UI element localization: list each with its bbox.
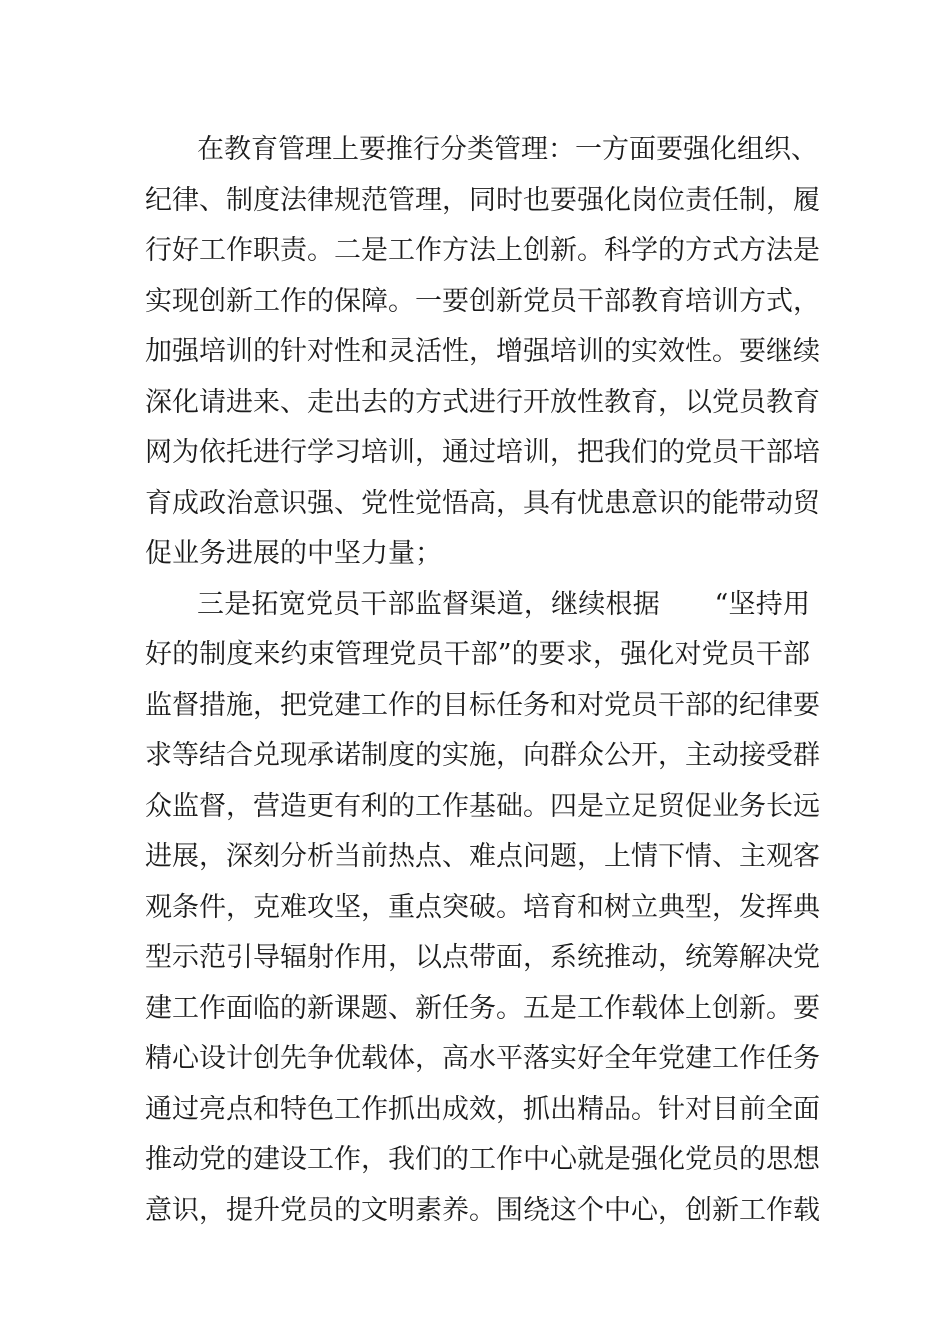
paragraph-line: 通过亮点和特色工作抓出成效，抓出精品。针对目前全面 bbox=[145, 1093, 820, 1125]
paragraph-line: 观条件，克难攻坚，重点突破。培育和树立典型，发挥典 bbox=[145, 891, 820, 923]
paragraph-line: 网为依托进行学习培训，通过培训，把我们的党员干部培 bbox=[145, 437, 820, 468]
paragraph-line: 监督措施，把党建工作的目标任务和对党员干部的纪律要 bbox=[145, 689, 820, 721]
paragraph-line: 实现创新工作的保障。一要创新党员干部教育培训方式， bbox=[145, 285, 820, 317]
paragraph-line: 行好工作职责。二是工作方法上创新。科学的方式方法是 bbox=[145, 235, 820, 266]
paragraph-line: 纪律、制度法律规范管理，同时也要强化岗位责任制，履 bbox=[145, 184, 820, 216]
paragraph-line: 众监督，营造更有利的工作基础。四是立足贸促业务长远 bbox=[145, 790, 820, 822]
paragraph-line: 推动党的建设工作，我们的工作中心就是强化党员的思想 bbox=[145, 1144, 820, 1175]
paragraph-line: 深化请进来、走出去的方式进行开放性教育，以党员教育 bbox=[145, 386, 820, 418]
paragraph-line: 促业务进展的中坚力量； bbox=[145, 538, 442, 569]
paragraph-line: 精心设计创先争优载体，高水平落实好全年党建工作任务 bbox=[145, 1043, 820, 1074]
paragraph-line: 求等结合兑现承诺制度的实施，向群众公开，主动接受群 bbox=[145, 740, 820, 771]
paragraph-line: 意识，提升党员的文明素养。围绕这个中心，创新工作载 bbox=[145, 1194, 820, 1226]
paragraph-line: 在教育管理上要推行分类管理：一方面要强化组织、 bbox=[197, 134, 818, 165]
paragraph-line: 育成政治意识强、党性觉悟高，具有忧患意识的能带动贸 bbox=[145, 487, 820, 519]
paragraph-line: 进展，深刻分析当前热点、难点问题，上情下情、主观客 bbox=[145, 841, 820, 872]
body-text bbox=[145, 125, 820, 1236]
paragraph-line: 好的制度来约束管理党员干部”的要求，强化对党员干部 bbox=[145, 639, 810, 670]
paragraph-line: 建工作面临的新课题、新任务。五是工作载体上创新。要 bbox=[145, 992, 820, 1024]
paragraph-line: 三是拓宽党员干部监督渠道，继续根据 “坚持用 bbox=[197, 588, 810, 620]
paragraph-line: 加强培训的针对性和灵活性，增强培训的实效性。要继续 bbox=[145, 336, 820, 367]
paragraph-line: 型示范引导辐射作用，以点带面，系统推动，统筹解决党 bbox=[145, 942, 820, 973]
